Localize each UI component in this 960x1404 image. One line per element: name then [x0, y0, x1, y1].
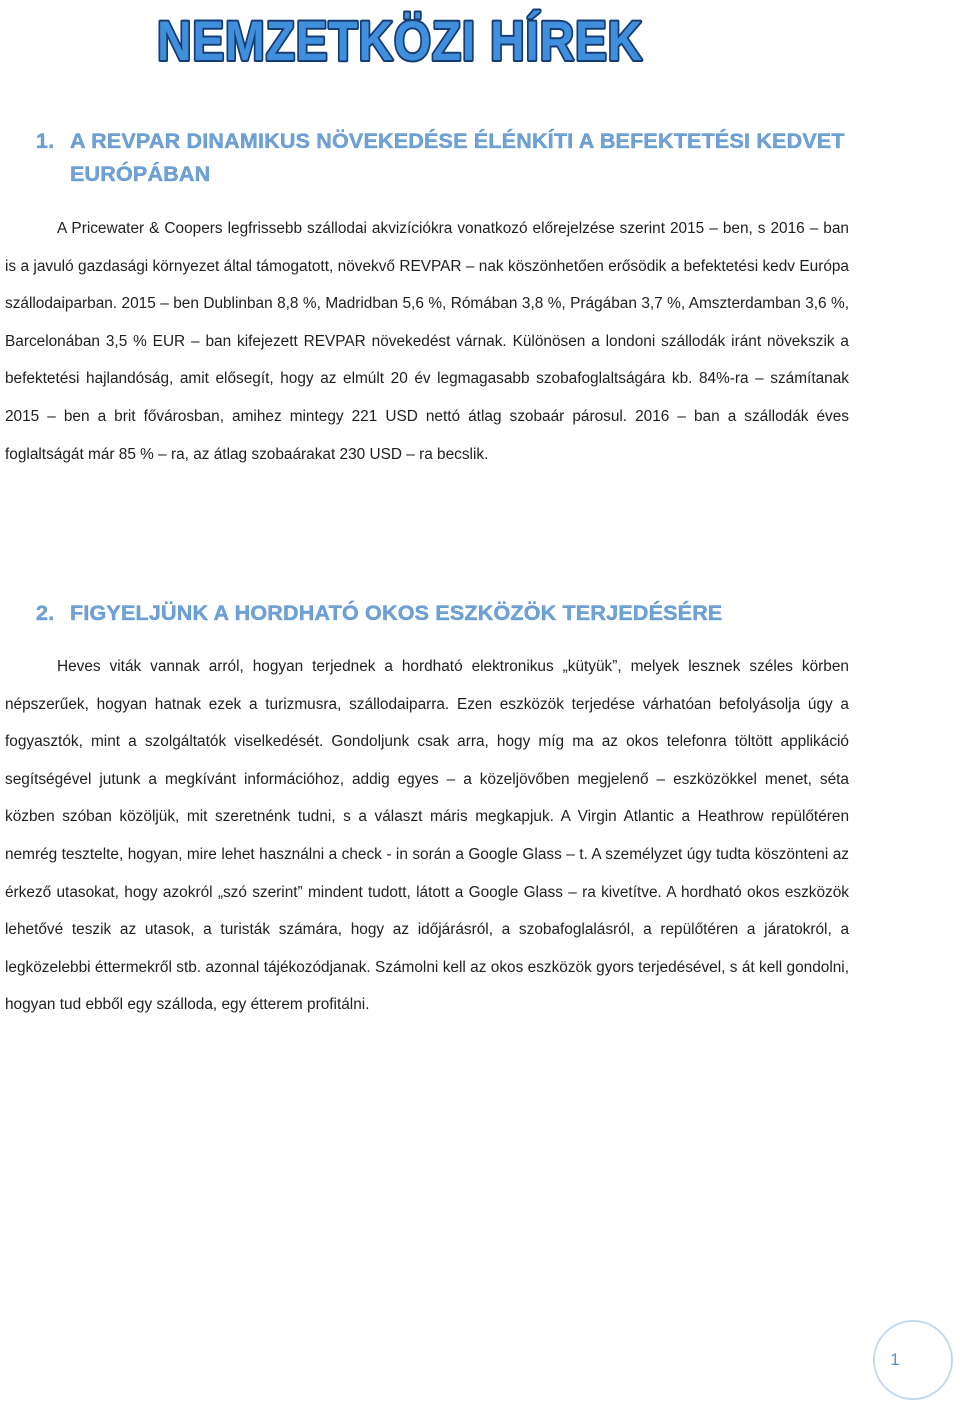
section-2-heading	[36, 597, 722, 630]
page-number: 1	[890, 1350, 900, 1369]
banner	[0, 2, 960, 74]
section-2-number: 2.	[36, 601, 55, 625]
page-number-badge	[873, 1320, 953, 1400]
section-2-body: Heves viták vannak arról, hogyan terjednek a hordható elektronikus „kütyük”, melyek lesznek széles körben népszerűek, hogyan hatnak ezek a turizmusra, szállodaiparra. Ezen eszközök terjedése várhatóan befolyásolja úgy a fogyasztók, mint a szolgáltatók viselkedését. Gondoljunk csak arra, hogy míg ma az okos telefonra töltött applikáció segítségével jutunk a megkívánt információhoz, addig egyes – a közeljövőben megjelenő – eszközökkel menet, séta közben szóban közöljük, mit szeretnénk tudni, s a választ máris megkapjuk. A Virgin Atlantic a Heathrow repülőtéren nemrég tesztelte, hogyan, mire lehet használni a check - in során a Google Glass – t. A személyzet úgy tudta köszönteni az érkező utasokat, hogy azokról „szó szerint” mindent tudott, látott a Google Glass – ra kivetítve. A hordható okos eszközök lehetővé teszik az utasok, a turisták számára, hogy az időjárásról, a szobafoglalásról, a repülőtéren a járatokról, a legközelebbi éttermekről stb. azonnal tájékozódjanak. Számolni kell az okos eszközök gyors terjedésével, s át kell gondolni, hogyan tud ebből egy szálloda, egy étterem profitálni.	[5, 658, 849, 1014]
section-1-number: 1.	[36, 129, 55, 153]
section-2-title-line1: FIGYELJÜNK A HORDHATÓ OKOS ESZKÖZÖK TERJEDÉSÉRE	[70, 601, 723, 625]
section-1-heading	[36, 125, 845, 191]
section-1-title-line1: A REVPAR DINAMIKUS NÖVEKEDÉSE ÉLÉNKÍTI A BEFEKTETÉSI KEDVET	[70, 129, 845, 153]
banner-title-graphic	[0, 2, 960, 74]
banner-title: NEMZETKÖZI HÍREK	[157, 9, 643, 72]
section-1-title-line2: EURÓPÁBAN	[70, 162, 211, 186]
section-1-body: A Pricewater & Coopers legfrissebb szállodai akvizíciókra vonatkozó előrejelzése szerint 2015 – ben, s 2016 – ban is a javuló gazdasági környezet által támogatott, növekvő REVPAR – nak köszönhetően erősödik a befektetési kedv Európa szállodaiparban. 2015 – ben Dublinban 8,8 %, Madridban 5,6 %, Rómában 3,8 %, Prágában 3,7 %, Amszterdamban 3,6 %, Barcelonában 3,5 % EUR – ban kifejezett REVPAR növekedést várnak. Különösen a londoni szállodák iránt növekszik a befektetési hajlandóság, amit elősegít, hogy az elmúlt 20 év legmagasabb szobafoglaltságára kb. 84%-ra – számítanak 2015 – ben a brit fővárosban, amihez mintegy 221 USD nettó átlag szobaár párosul. 2016 – ban a szállodák éves foglaltságát már 85 % – ra, az átlag szobaárakat 230 USD – ra becslik.	[5, 220, 849, 463]
